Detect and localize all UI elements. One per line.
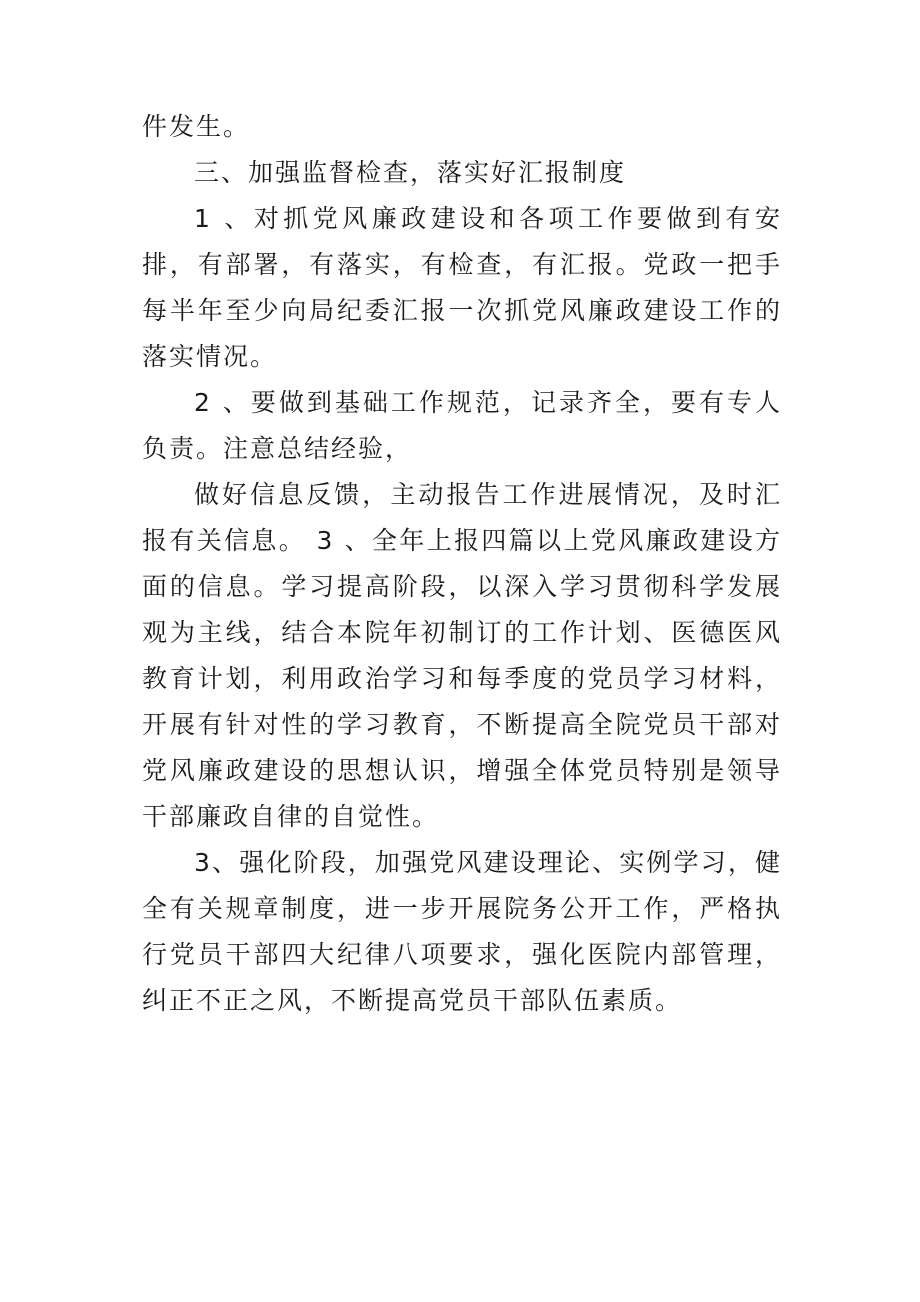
paragraph-continuation: 件发生。 xyxy=(142,112,251,141)
paragraph-item-2: 2 、要做到基础工作规范，记录齐全，要有专人负责。注意总结经验， xyxy=(142,388,782,463)
paragraph-stage-3: 3、强化阶段，加强党风建设理论、实例学习，健全有关规章制度，进一步开展院务公开工作，严格执行党员干部四大纪律八项要求，强化医院内部管理，纠正不正之风，不断提高党员干部队伍素质。 xyxy=(142,848,782,1015)
section-heading: 三、加强监督检查，落实好汇报制度 xyxy=(194,158,627,187)
paragraph-item-1: 1 、对抓党风廉政建设和各项工作要做到有安排，有部署，有落实，有检查，有汇报。党政一把手每半年至少向局纪委汇报一次抓党风廉政建设工作的落实情况。 xyxy=(142,204,782,371)
document-body xyxy=(142,104,782,1024)
paragraph-item-3: 做好信息反馈，主动报告工作进展情况，及时汇报有关信息。 3 、全年上报四篇以上党风廉政建设方面的信息。学习提高阶段，以深入学习贯彻科学发展观为主线，结合本院年初制订的工作计划、医德医风教育计划，利用政治学习和每季度的党员学习材料，开展有针对性的学习教育，不断提高全院党员干部对党风廉政建设的思想认识，增强全体党员特别是领导干部廉政自律的自觉性。 xyxy=(142,480,782,831)
